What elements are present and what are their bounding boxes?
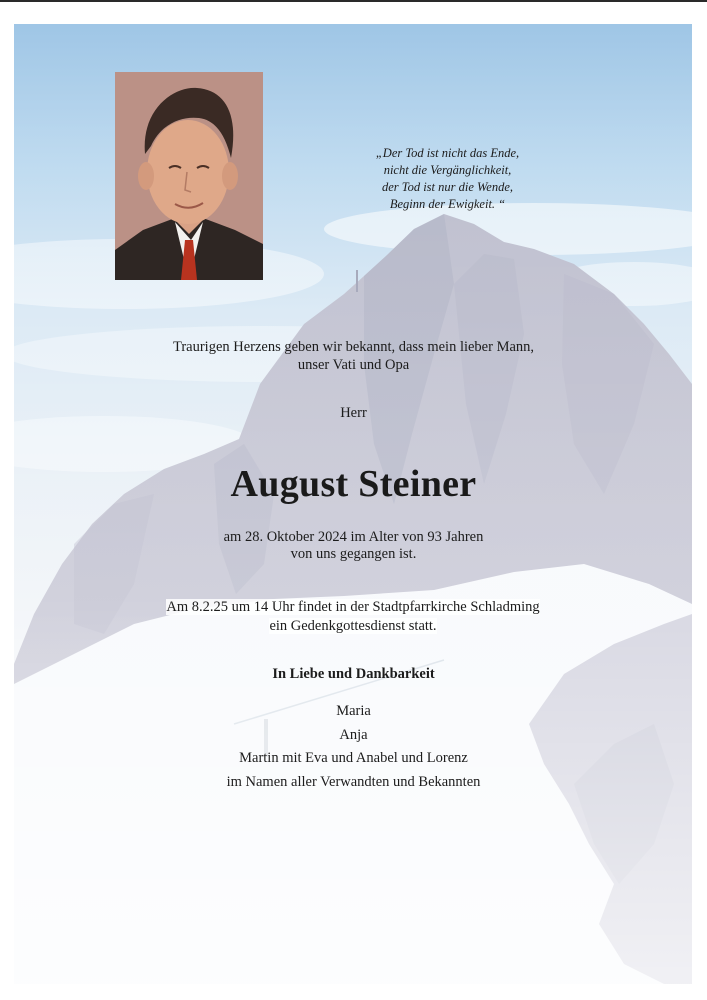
quote-line: der Tod ist nur die Wende, bbox=[381, 180, 514, 194]
service-notice bbox=[144, 598, 562, 636]
quote-line: „Der Tod ist nicht das Ende, bbox=[375, 146, 520, 160]
mourner-name: Maria bbox=[336, 703, 371, 719]
intro-line-2: unser Vati und Opa bbox=[297, 357, 410, 373]
announcement-intro bbox=[0, 338, 707, 374]
portrait-photo bbox=[115, 72, 263, 280]
intro-line-1: Traurigen Herzens geben wir bekannt, dass mein lieber Mann, bbox=[172, 339, 535, 355]
mourners-list bbox=[0, 700, 707, 794]
mourner-name: Anja bbox=[339, 726, 368, 743]
death-notice bbox=[0, 529, 707, 563]
death-line-1: am 28. Oktober 2024 im Alter von 93 Jahren bbox=[223, 529, 484, 545]
mourner-name: im Namen aller Verwandten und Bekannten bbox=[226, 773, 481, 790]
quote-line: Beginn der Ewigkeit. “ bbox=[389, 197, 506, 211]
salutation: Herr bbox=[340, 405, 367, 421]
mourner-name: Martin mit Eva und Anabel und Lorenz bbox=[239, 750, 468, 766]
mourners-heading: In Liebe und Dankbarkeit bbox=[272, 666, 435, 682]
death-line-2: von uns gegangen ist. bbox=[290, 546, 417, 562]
service-line-1: Am 8.2.25 um 14 Uhr findet in der Stadtpfarrkirche Schladming bbox=[166, 599, 540, 615]
service-line-2: ein Gedenkgottesdienst statt. bbox=[269, 618, 437, 634]
deceased-name: August Steiner bbox=[230, 463, 477, 505]
quote-block bbox=[330, 145, 565, 213]
quote-line: nicht die Vergänglichkeit, bbox=[383, 163, 512, 177]
top-border bbox=[0, 0, 707, 2]
